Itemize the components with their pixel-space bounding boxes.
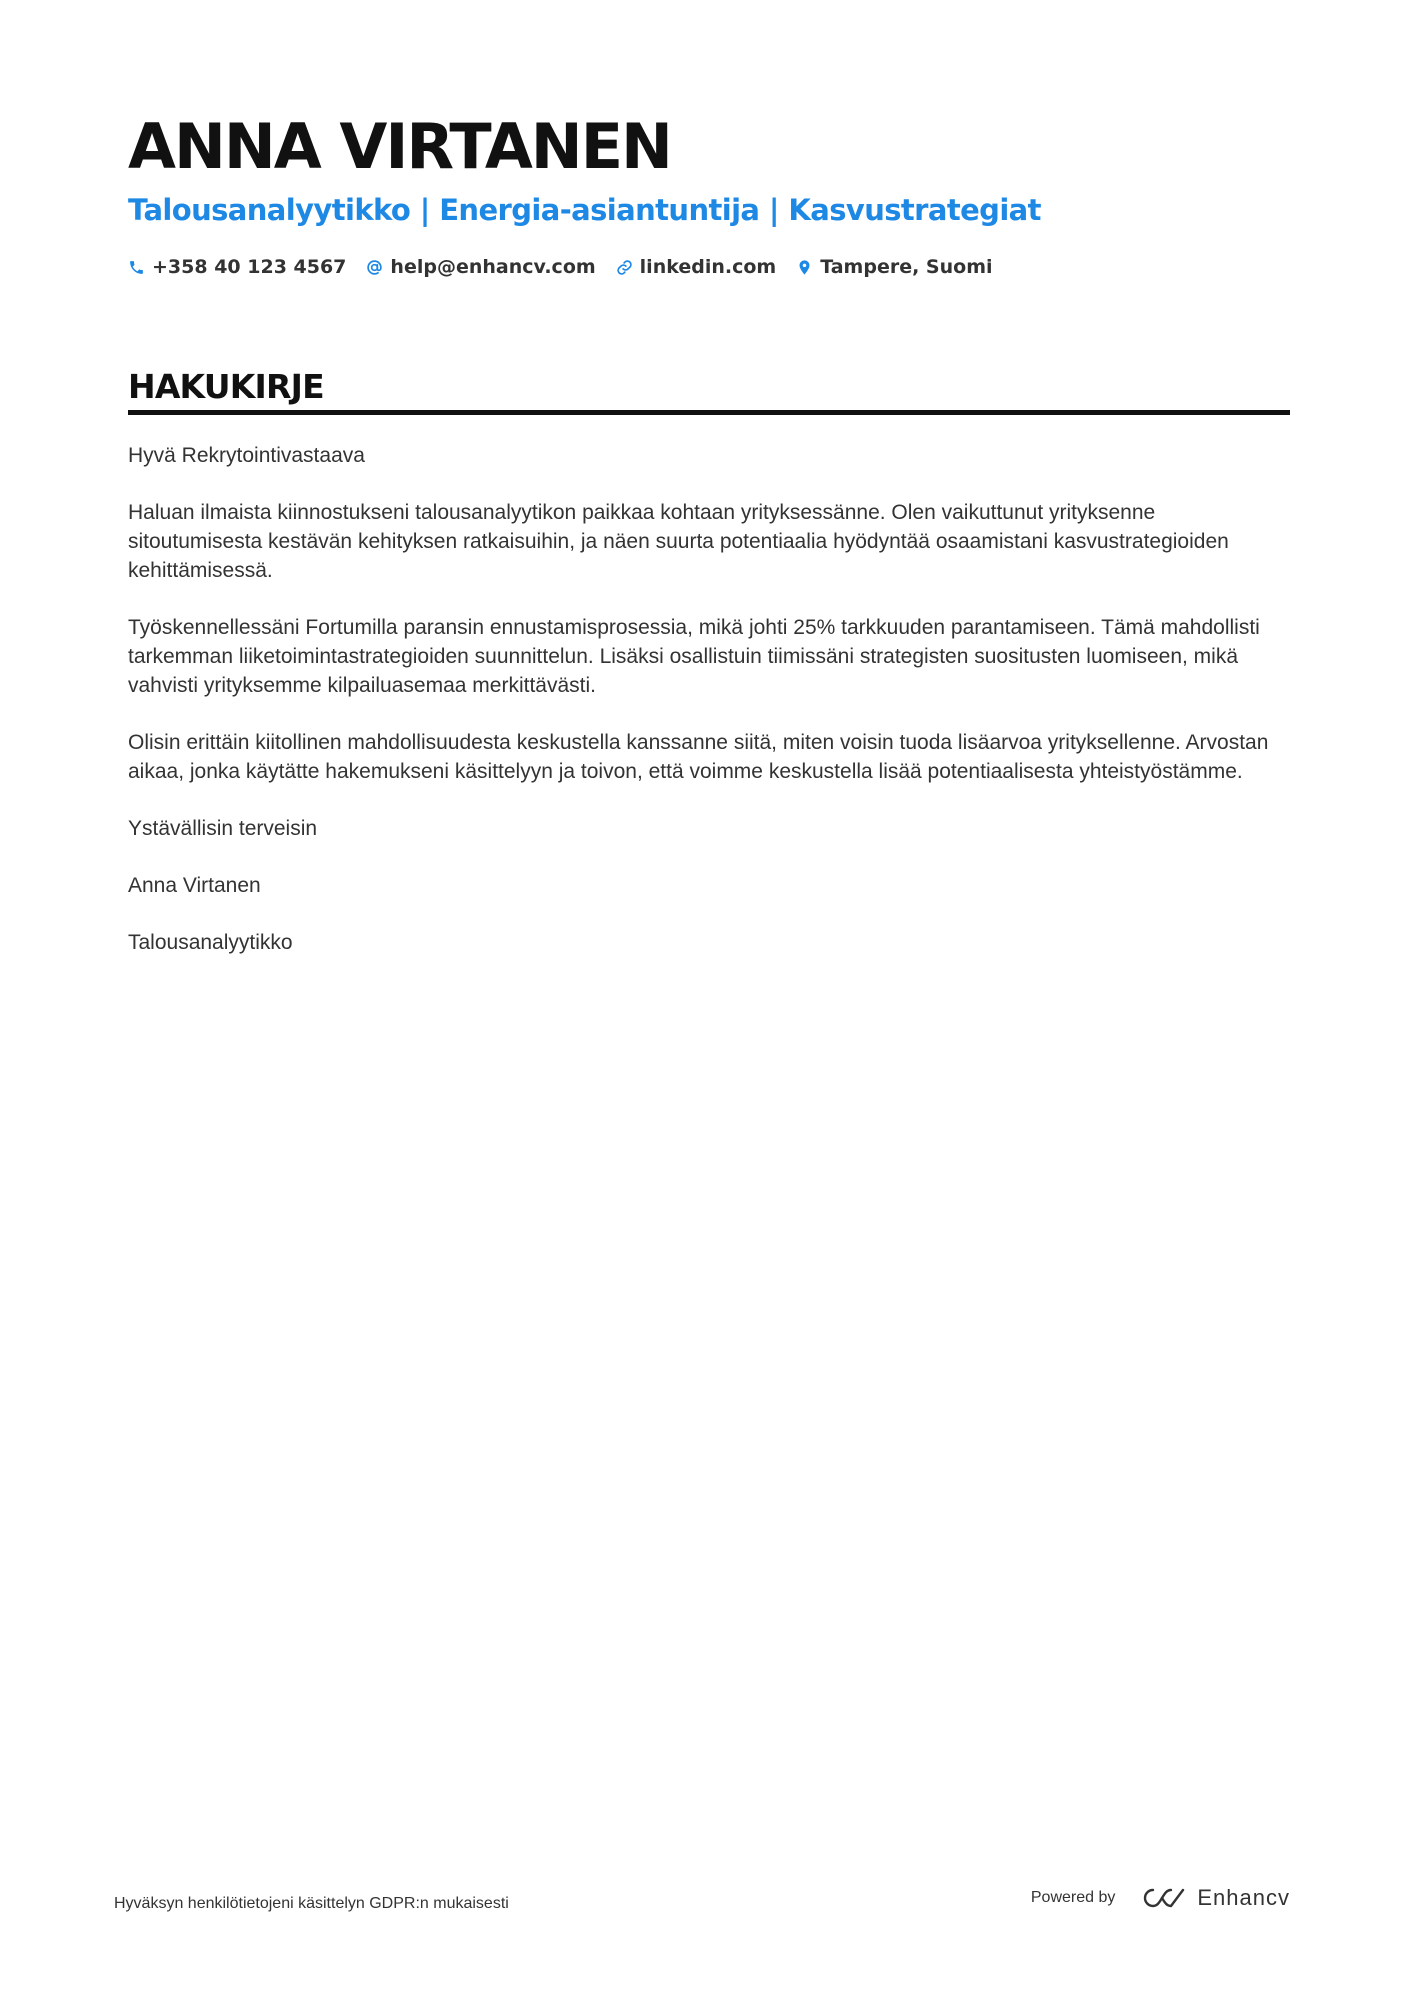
location-text: Tampere, Suomi <box>820 256 993 278</box>
candidate-name: ANNA VIRTANEN <box>128 110 671 183</box>
contact-phone <box>128 254 346 280</box>
signature-name: Anna Virtanen <box>128 874 261 897</box>
letter-paragraph: Työskennellessäni Fortumilla paransin ennustamisprosessia, mikä johti 25% tarkkuuden parantamiseen. Tämä mahdollisti tarkemman liiketoimintastrategioiden suunnittelun. Lisäksi osallistuin tiimissäni strategisten suositusten luomiseen, mikä vahvisti yrityksemme kilpailuasemaa merkittävästi. <box>128 616 1260 697</box>
candidate-headline: Talousanalyytikko | Energia-asiantuntija | Kasvustrategiat <box>128 193 1041 227</box>
phone-icon <box>128 259 145 276</box>
brand-logo[interactable] <box>1141 1885 1290 1911</box>
contact-email[interactable] <box>366 254 595 280</box>
link-icon <box>616 259 633 276</box>
powered-by-label: Powered by <box>1030 1889 1116 1906</box>
gdpr-consent-text: Hyväksyn henkilötietojeni käsittelyn GDPR:n mukaisesti <box>114 1895 509 1912</box>
letter-paragraph: Olisin erittäin kiitollinen mahdollisuudesta keskustella kanssanne siitä, miten voisin tuoda lisäarvoa yrityksellenne. Arvostan aikaa, jonka käytätte hakemukseni käsittelyyn ja toivon, että voimme keskustella lisää potentiaalisesta yhteistyöstämme. <box>128 731 1269 783</box>
letter-closing: Ystävällisin terveisin <box>128 817 318 840</box>
phone-text: +358 40 123 4567 <box>152 256 347 278</box>
linkedin-link[interactable]: linkedin.com <box>639 256 777 278</box>
map-pin-icon <box>796 259 813 276</box>
enhancv-logo-icon <box>1141 1886 1187 1910</box>
contact-row <box>128 254 993 280</box>
brand-name: Enhancv <box>1197 1885 1290 1910</box>
at-icon <box>366 259 383 276</box>
letter-body <box>128 441 1290 985</box>
letter-paragraph: Haluan ilmaista kiinnostukseni talousanalyytikon paikkaa kohtaan yrityksessänne. Olen vaikuttunut yrityksenne sitoutumisesta kestävän kehityksen ratkaisuihin, ja näen suurta potentiaalia hyödyntää osaamistani kasvustrategioiden kehittämisessä. <box>128 501 1229 582</box>
signature-title: Talousanalyytikko <box>128 931 293 954</box>
section-title: HAKUKIRJE <box>128 367 324 406</box>
letter-greeting: Hyvä Rekrytointivastaava <box>128 444 365 467</box>
email-link[interactable]: help@enhancv.com <box>390 256 596 278</box>
contact-linkedin[interactable] <box>616 254 777 280</box>
contact-location <box>796 254 992 280</box>
section-divider <box>128 410 1290 415</box>
powered-by-badge[interactable] <box>1031 1885 1290 1911</box>
